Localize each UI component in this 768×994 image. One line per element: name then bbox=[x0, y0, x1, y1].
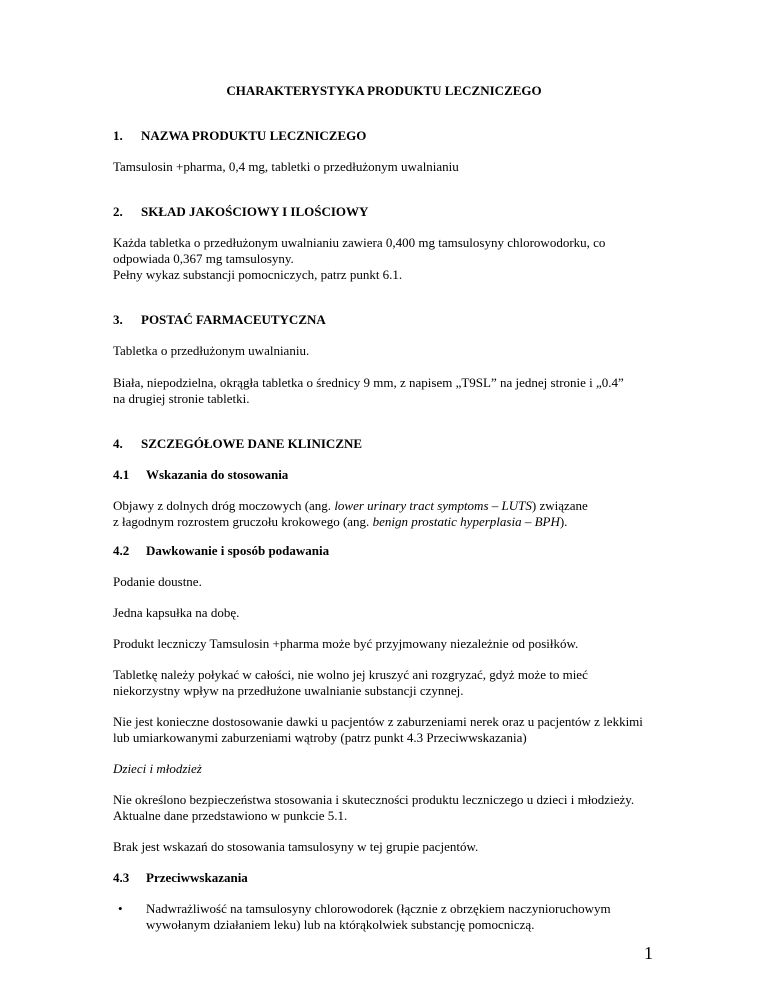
line-1-post: ) związane bbox=[531, 498, 588, 513]
line-1-pre: Objawy z dolnych dróg moczowych (ang. bbox=[113, 498, 335, 513]
section-1-text: Tamsulosin +pharma, 0,4 mg, tabletki o przedłużonym uwalnianiu bbox=[113, 159, 459, 174]
section-2-number: 2. bbox=[113, 204, 123, 219]
section-4-2-p6a: Nie określono bezpieczeństwa stosowania i skuteczności produktu leczniczego u dzieci i młodzieży. bbox=[113, 792, 635, 807]
section-4-2-subheading: Dzieci i młodzież bbox=[113, 761, 202, 776]
line-2-pre: z łagodnym rozrostem gruczołu krokowego (ang. bbox=[113, 514, 373, 529]
section-4-2-p6b: Aktualne dane przedstawiono w punkcie 5.1. bbox=[113, 808, 348, 823]
section-4-1-line-2 bbox=[113, 514, 567, 530]
section-4-number: 4. bbox=[113, 436, 123, 451]
section-4-heading: SZCZEGÓŁOWE DANE KLINICZNE bbox=[141, 436, 363, 451]
section-2-line-3: Pełny wykaz substancji pomocniczych, patrz punkt 6.1. bbox=[113, 267, 403, 282]
section-4-2-p4b: niekorzystny wpływ na przedłużone uwalnianie substancji czynnej. bbox=[113, 683, 464, 698]
section-4-1-number: 4.1 bbox=[113, 467, 130, 482]
section-2-heading: SKŁAD JAKOŚCIOWY I ILOŚCIOWY bbox=[141, 204, 369, 219]
section-4-3-bullet-1a: Nadwrażliwość na tamsulosyny chlorowodorek (łącznie z obrzękiem naczynioruchowym bbox=[146, 901, 611, 916]
section-4-1-heading: Wskazania do stosowania bbox=[146, 467, 289, 482]
section-4-2-p4a: Tabletkę należy połykać w całości, nie wolno jej kruszyć ani rozgryzać, gdyż może to mieć bbox=[113, 667, 588, 682]
section-4-3-bullet-1b: wywołanym działaniem leku) lub na którąkolwiek substancję pomocniczą. bbox=[146, 917, 535, 932]
section-4-2-number: 4.2 bbox=[113, 543, 130, 558]
section-2-line-2: odpowiada 0,367 mg tamsulosyny. bbox=[113, 251, 294, 266]
section-3-heading: POSTAĆ FARMACEUTYCZNA bbox=[141, 312, 326, 327]
section-4-2-p3: Produkt leczniczy Tamsulosin +pharma może być przyjmowany niezależnie od posiłków. bbox=[113, 636, 579, 651]
line-1-italic: lower urinary tract symptoms – LUTS bbox=[334, 498, 532, 513]
section-3-number: 3. bbox=[113, 312, 123, 327]
section-4-2-p2: Jedna kapsułka na dobę. bbox=[113, 605, 240, 620]
section-4-2-p5a: Nie jest konieczne dostosowanie dawki u pacjentów z zaburzeniami nerek oraz u pacjentów z lekkimi bbox=[113, 714, 643, 729]
section-3-text-2b: na drugiej stronie tabletki. bbox=[113, 391, 250, 406]
page-number: 1 bbox=[644, 943, 653, 963]
section-4-2-heading: Dawkowanie i sposób podawania bbox=[146, 543, 330, 558]
line-2-italic: benign prostatic hyperplasia – BPH bbox=[372, 514, 560, 529]
section-4-2-p1: Podanie doustne. bbox=[113, 574, 202, 589]
section-3-text-2a: Biała, niepodzielna, okrągła tabletka o średnicy 9 mm, z napisem „T9SL” na jednej stronie i „0.4” bbox=[113, 375, 624, 390]
section-3-text-1: Tabletka o przedłużonym uwalnianiu. bbox=[113, 343, 310, 358]
section-2-line-1: Każda tabletka o przedłużonym uwalnianiu zawiera 0,400 mg tamsulosyny chlorowodorku, co bbox=[113, 235, 606, 250]
bullet-marker: • bbox=[118, 901, 123, 916]
section-4-2-p5b: lub umiarkowanymi zaburzeniami wątroby (patrz punkt 4.3 Przeciwwskazania) bbox=[113, 730, 527, 745]
section-4-1-line-1 bbox=[113, 498, 588, 514]
line-2-post: ). bbox=[559, 514, 568, 529]
section-1-heading: NAZWA PRODUKTU LECZNICZEGO bbox=[141, 128, 367, 143]
section-4-3-number: 4.3 bbox=[113, 870, 130, 885]
section-4-3-heading: Przeciwwskazania bbox=[146, 870, 248, 885]
section-4-2-p7: Brak jest wskazań do stosowania tamsulosyny w tej grupie pacjentów. bbox=[113, 839, 479, 854]
section-1-number: 1. bbox=[113, 128, 123, 143]
document-title: CHARAKTERYSTYKA PRODUKTU LECZNICZEGO bbox=[226, 83, 542, 98]
